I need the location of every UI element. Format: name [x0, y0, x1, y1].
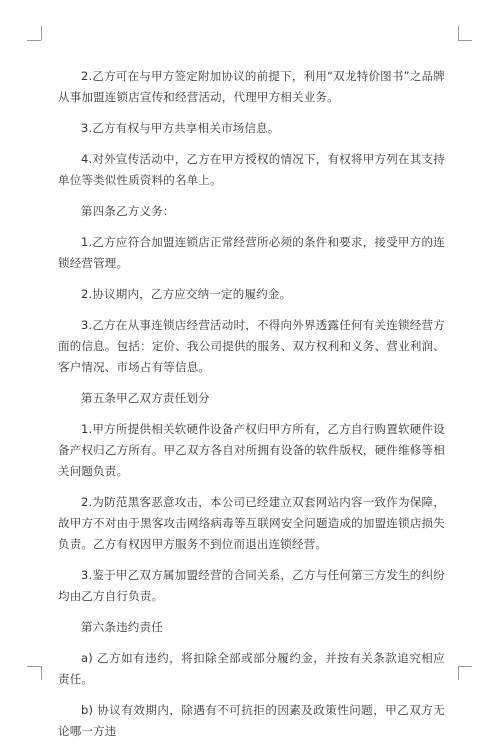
- paragraph-2: 3.乙方有权与甲方共享相关市场信息。: [81, 121, 280, 135]
- paragraph-3: 4.对外宣传活动中，乙方在甲方授权的情况下，有权将甲方列在其支持单位等类似性质资料的名单上。: [58, 152, 445, 187]
- paragraph-10: 2.为防范黑客恶意攻击，本公司已经建立双套网站内容一致作为保障，故甲方不对由于黑客攻击网络病毒等互联网安全问题造成的加盟连锁店损失负责。乙方有权因甲方服务不到位而退出连锁经营。: [58, 495, 445, 551]
- section-heading-6: 第六条违约责任: [81, 620, 163, 634]
- paragraph-1: 2.乙方可在与甲方签定附加协议的前提下，利用“双龙特价图书”之品牌从事加盟连锁店宣传和经营活动，代理甲方相关业务。: [58, 69, 445, 104]
- paragraph-11: 3.鉴于甲乙双方属加盟经营的合同关系，乙方与任何第三方发生的纠纷均由乙方自行负责。: [58, 568, 445, 603]
- paragraph-5: 1.乙方应符合加盟连锁店正常经营所必须的条件和要求，接受甲方的连锁经营管理。: [58, 235, 445, 270]
- document-body: [58, 66, 445, 752]
- section-heading-4: 第四条乙方义务：: [81, 204, 175, 218]
- paragraph-7: 3.乙方在从事连锁店经营活动时，不得向外界透露任何有关连锁经营方面的信息。包括：定价、我公司提供的服务、双方权利和义务、营业利润、客户情况、市场占有等信息。: [58, 318, 445, 374]
- paragraph-14: b) 协议有效期内，除遇有不可抗拒的因素及政策性问题，甲乙双方无论哪一方违: [58, 703, 445, 738]
- paragraph-6: 2.协议期内，乙方应交纳一定的履约金。: [81, 287, 292, 301]
- section-heading-5: 第五条甲乙双方责任划分: [81, 391, 210, 405]
- paragraph-9: 1.甲方所提供相关软硬件设备产权归甲方所有，乙方自行购置软硬件设备产权归乙方所有。甲乙双方各自对所拥有设备的软件版权，硬件维修等相关问题负责。: [58, 422, 445, 478]
- paragraph-13: a) 乙方如有违约，将扣除全部或部分履约金，并按有关条款追究相应责任。: [58, 651, 445, 686]
